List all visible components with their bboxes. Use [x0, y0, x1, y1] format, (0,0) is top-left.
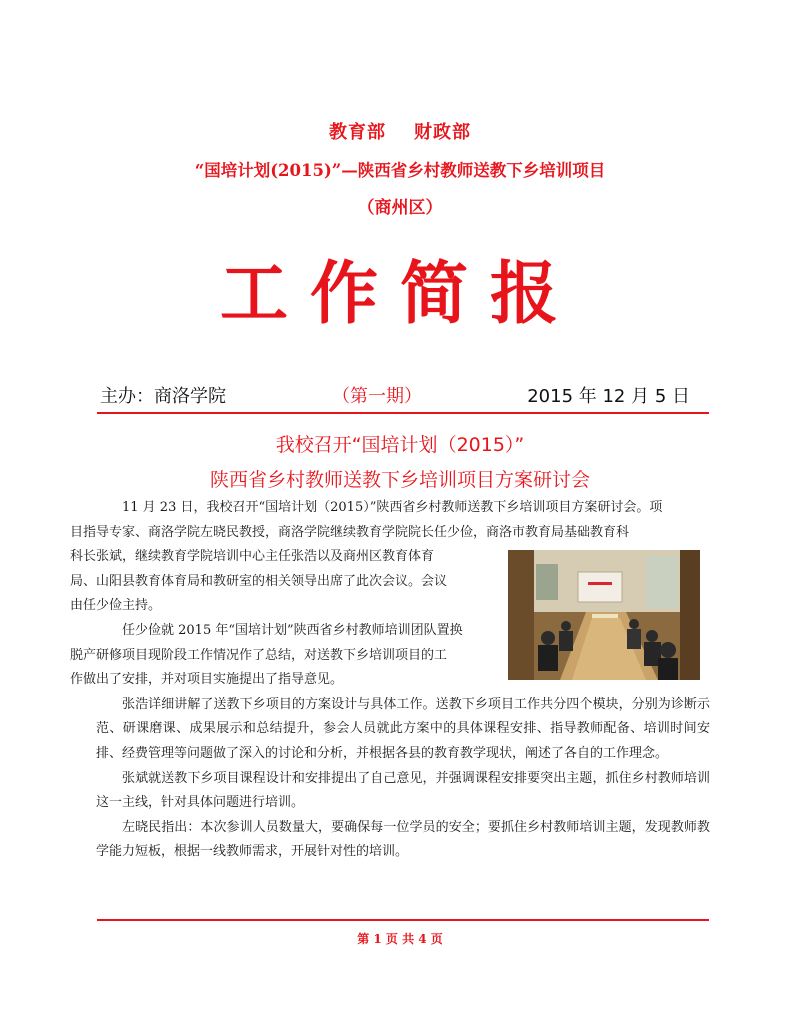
meeting-photo [508, 550, 700, 680]
p2-line-b: 脱产研修项目现阶段工作情况作了总结，对送教下乡培训项目的工 [70, 647, 448, 663]
paragraph-4: 张斌就送教下乡项目课程设计和安排提出了自己意见，并强调课程安排要突出主题，抓住乡村教师培训这一主线，针对具体问题进行培训。 [96, 770, 710, 811]
bulletin-title: 工作简报 [219, 254, 580, 334]
header-divider [97, 412, 709, 414]
organizer: 主办：商洛学院 [100, 386, 226, 407]
info-bar [100, 382, 690, 406]
p2-line-a: 任少俭就 2015 年“国培计划”陕西省乡村教师培训团队置换 [122, 622, 463, 638]
issuing-departments [0, 118, 800, 144]
issue-number: （第一期） [332, 386, 422, 407]
district-name: （商州区） [357, 198, 443, 218]
p1-line-b: 目指导专家、商洛学院左晓民教授，商洛学院继续教育学院院长任少俭，商洛市教育局基础教育科 [70, 524, 630, 540]
p1-line-c: 科长张斌，继续教育学院培训中心主任张浩以及商州区教育体育 [70, 549, 435, 565]
p1-line-a: 11 月 23 日，我校召开“国培计划（2015）”陕西省乡村教师送教下乡培训项目方案研讨会。项 [122, 500, 663, 515]
paragraph-5: 左晓民指出：本次参训人员数量大，要确保每一位学员的安全；要抓住乡村教师培训主题，发现教师教学能力短板，根据一线教师需求，开展针对性的培训。 [96, 819, 710, 860]
org-ministry-finance: 财政部 [414, 122, 471, 143]
article-title-line-1: 我校召开“国培计划（2015）” [275, 434, 525, 456]
p1-line-e: 由任少俭主持。 [70, 598, 162, 614]
article-title-line-2: 陕西省乡村教师送教下乡培训项目方案研讨会 [209, 469, 590, 491]
project-name: “国培计划(2015)”—陕西省乡村教师送教下乡培训项目 [194, 161, 606, 180]
page-number: 第 1 页 共 4 页 [357, 932, 443, 946]
issue-date: 2015 年 12 月 5 日 [527, 386, 690, 407]
footer-divider [97, 919, 709, 921]
paragraph-3: 张浩详细讲解了送教下乡项目的方案设计与具体工作。送教下乡项目工作共分四个模块，分别为诊断示范、研课磨课、成果展示和总结提升，参会人员就此方案中的具体课程安排、指导教师配备、培训时间安排、经费管理等问题做了深入的讨论和分析，并根据各县的教育教学现状，阐述了各自的工作理念。 [96, 696, 710, 761]
p2-line-c: 作做出了安排，并对项目实施提出了指导意见。 [70, 672, 344, 688]
p1-line-d: 局、山阳县教育体育局和教研室的相关领导出席了此次会议。会议 [70, 573, 448, 589]
org-ministry-education: 教育部 [329, 122, 386, 143]
